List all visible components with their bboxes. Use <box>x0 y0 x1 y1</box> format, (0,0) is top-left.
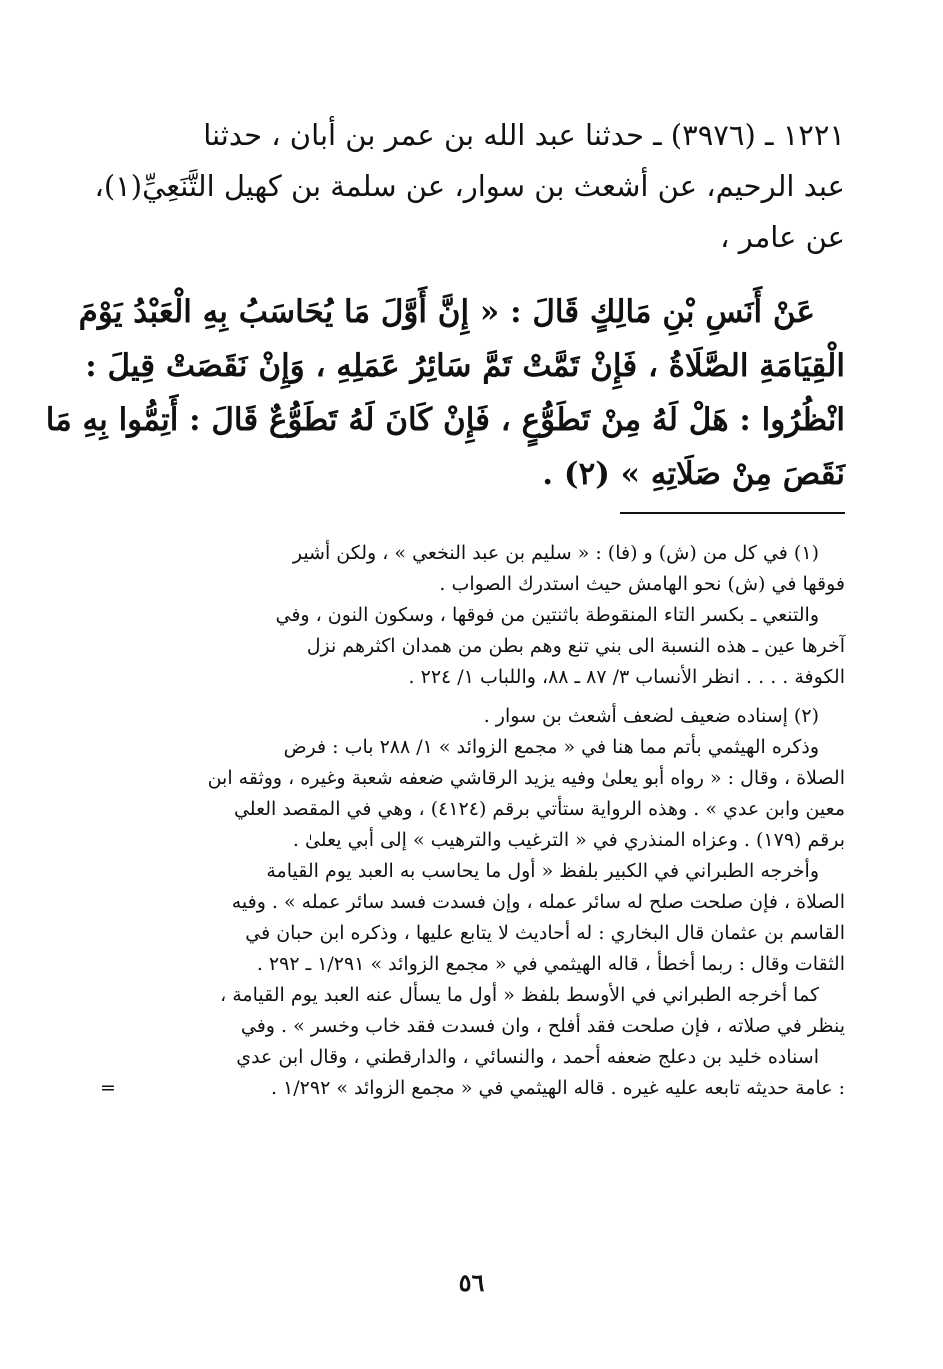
footnote-line: الثقات وقال : ربما أخطأ ، قاله الهيثمي في « مجمع الزوائد » ١/٢٩١ ـ ٢٩٢ . <box>256 953 845 975</box>
footnote-line: الصلاة ، وقال : « رواه أبو يعلىٰ وفيه يزيد الرقاشي ضعفه شعبة وغيره ، ووثقه ابن <box>207 767 845 789</box>
footnotes <box>100 538 845 1104</box>
footnote-last-text: : عامة حديثه تابعه عليه غيره . قاله الهيثمي في « مجمع الزوائد » ١/٢٩٢ . <box>270 1077 845 1099</box>
hadith-line: عَنْ أَنَسِ بْنِ مَالِكٍ قَالَ : « إِنَّ أَوَّلَ مَا يُحَاسَبُ بِهِ الْعَبْدُ يَوْمَ <box>78 294 815 330</box>
chain-line: عن عامر ، <box>720 220 845 254</box>
hadith-line: الْقِيَامَةِ الصَّلَاةُ ، فَإِنْ تَمَّتْ تَمَّ سَائِرُ عَمَلِهِ ، وَإِنْ نَقَصَتْ قِيلَ : <box>85 348 845 384</box>
footnote-line: الصلاة ، فإن صلحت صلح له سائر عمله ، وإن فسدت فسد سائر عمله » . وفيه <box>231 891 845 913</box>
footnote-1 <box>100 538 845 693</box>
footnote-line: اسناده خليد بن دعلج ضعفه أحمد ، والنسائي ، والدارقطني ، وقال ابن عدي <box>236 1046 819 1068</box>
hadith-line: انْظُرُوا : هَلْ لَهُ مِنْ تَطَوُّعٍ ، فَإِنْ كَانَ لَهُ تَطَوُّعٌ قَالَ : أَتِمُّوا بِهِ مَا <box>45 402 845 438</box>
footnote-line: الكوفة . . . . انظر الأنساب ٣/ ٨٧ ـ ٨٨، واللباب ١/ ٢٢٤ . <box>408 666 845 688</box>
footnote-line: ينظر في صلاته ، فإن صلحت فقد أفلح ، وان فسدت فقد خاب وخسر » . وفي <box>240 1015 845 1037</box>
footnote-gap <box>100 693 845 701</box>
footnote-line: وذكره الهيثمي بأتم مما هنا في « مجمع الزوائد » ١/ ٢٨٨ باب : فرض <box>283 736 819 758</box>
footnote-separator <box>620 512 845 514</box>
page-number: ٥٦ <box>458 1268 485 1297</box>
chain-line: عبد الرحيم، عن أشعث بن سوار، عن سلمة بن كهيل التَّنَعِيِّ(١)، <box>94 169 845 203</box>
hadith-chain <box>94 110 845 263</box>
footnote-line <box>100 1073 845 1104</box>
hadith-text <box>45 285 845 501</box>
chain-line: ١٢٢١ ـ (٣٩٧٦) ـ حدثنا عبد الله بن عمر بن أبان ، حدثنا <box>203 118 845 152</box>
footnote-line: معين وابن عدي » . وهذه الرواية ستأتي برقم (٤١٢٤) ، وهي في المقصد العلي <box>233 798 845 820</box>
footnote-line: القاسم بن عثمان قال البخاري : له أحاديث لا يتابع عليها ، وذكره ابن حبان في <box>245 922 845 944</box>
footnote-2 <box>100 701 845 1104</box>
footnote-line: وأخرجه الطبراني في الكبير بلفظ « أول ما يحاسب به العبد يوم القيامة <box>266 860 819 882</box>
footnote-line: والتنعي ـ بكسر التاء المنقوطة باثنتين من فوقها ، وسكون النون ، وفي <box>275 604 819 626</box>
footnote-line: برقم (١٧٩) . وعزاه المنذري في « الترغيب والترهيب » إلى أبي يعلىٰ . <box>292 829 845 851</box>
footnote-line: (٢) إسناده ضعيف لضعف أشعث بن سوار . <box>483 705 819 727</box>
footnote-line: (١) في كل من (ش) و (فا) : « سليم بن عبد النخعي » ، ولكن أشير <box>292 542 819 564</box>
footnote-line: آخرها عين ـ هذه النسبة الى بني تنع وهم بطن من همدان اكثرهم نزل <box>306 635 845 657</box>
footnote-line: كما أخرجه الطبراني في الأوسط بلفظ « أول ما يسأل عنه العبد يوم القيامة ، <box>220 984 819 1006</box>
hadith-line: نَقَصَ مِنْ صَلَاتِهِ » (٢) . <box>542 456 845 492</box>
footnote-line: فوقها في (ش) نحو الهامش حيث استدرك الصواب . <box>439 573 845 595</box>
continuation-mark: = <box>100 1077 116 1099</box>
